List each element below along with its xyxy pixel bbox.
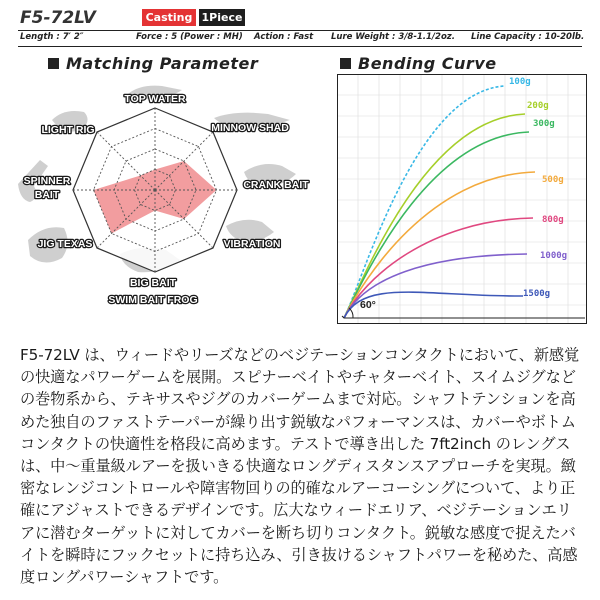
label-minnow-shad: MINNOW SHAD xyxy=(211,122,289,134)
label-jig-texas: JIG TEXAS xyxy=(37,238,93,250)
spec-length: Length : 7′ 2″ xyxy=(20,32,84,42)
matching-parameter-heading: Matching Parameter xyxy=(48,54,258,73)
label-spinner: SPINNER xyxy=(23,175,71,187)
product-description: F5-72LV は、ウィードやリーズなどのベジテーションコンタクトにおいて、新感覚の快適なパワーゲームを展開。スピナーベイトやチャターベイト、スイムジグなどの巻物系から、テキサスやジグのカバーゲームまで対応。シャフトテンションを高めた独自のファストテーパーが繰り出す鋭敏なパフォーマンスは、カバーやボトムコンタクトの快適性を格段に高めます。テストで導き出した 7ft2inch のレングスは、中～重量級ルアーを扱いきる快適なロングディスタンスアプローチを実現。緻密なレンジコントロールや障害物回りの的確なルアーコーシングについて、より正確にアジャストできるデザインです。広大なウィードエリア、ベジテーションエリアに潜むターゲットに対してカバーを断ち切りコンタクト。鋭敏な感度で捉えたバイトを瞬時にフックセットに持ち込み、引き抜けるシャフトパワーを秘めた、高感度ロングパワーシャフトです。 xyxy=(20,346,580,587)
piece-tag: 1Piece xyxy=(199,9,245,26)
model-name: F5-72LV xyxy=(20,8,96,28)
bending-curve-heading: Bending Curve xyxy=(340,54,497,73)
label-vibration: VIBRATION xyxy=(223,238,281,250)
casting-tag: Casting xyxy=(142,9,196,26)
label-big-bait: BIG BAIT xyxy=(129,277,177,289)
weight-label-500g: 500g xyxy=(542,175,564,185)
spec-action: Action : Fast xyxy=(254,32,314,42)
weight-label-800g: 800g xyxy=(542,215,564,225)
weight-label-1000g: 1000g xyxy=(540,251,568,261)
angle-label: 60° xyxy=(360,299,376,311)
spec-bar xyxy=(18,30,585,47)
spec-line-capacity: Line Capacity : 10-20lb. xyxy=(471,32,585,42)
label-top-water: TOP WATER xyxy=(124,93,186,105)
matching-radar-chart xyxy=(0,74,330,314)
label-light-rig: LIGHT RIG xyxy=(41,124,95,136)
weight-label-300g: 300g xyxy=(533,119,555,129)
weight-label-1500g: 1500g xyxy=(523,289,551,299)
heading-square-icon xyxy=(340,58,351,69)
label-swim-bait-frog: SWIM BAIT FROG xyxy=(108,294,198,306)
weight-label-100g: 100g xyxy=(509,77,531,87)
spec-lure-weight: Lure Weight : 3/8-1.1/2oz. xyxy=(331,32,455,42)
heading-square-icon xyxy=(48,58,59,69)
weight-label-200g: 200g xyxy=(527,101,549,111)
bending-curve-chart xyxy=(337,74,587,324)
label-crank-bait: CRANK BAIT xyxy=(243,179,309,191)
label-bait: BAIT xyxy=(34,189,60,201)
spec-force: Force : 5 (Power : MH) xyxy=(136,32,243,42)
